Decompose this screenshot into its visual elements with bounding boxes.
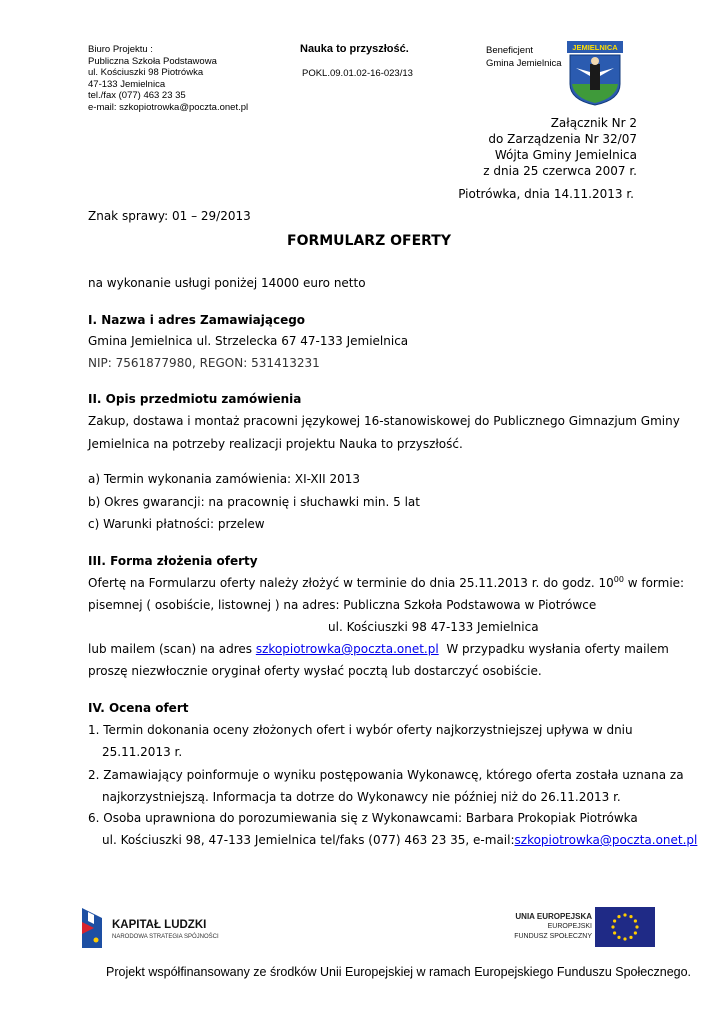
eu-star xyxy=(634,931,637,934)
eu-star xyxy=(617,936,620,939)
section2-line2: Jemielnica na potrzeby realizacji projektu Nauka to przyszłość. xyxy=(88,437,463,451)
section3-line1-end: w formie: xyxy=(623,576,685,590)
section2-heading: II. Opis przedmiotu zamówienia xyxy=(88,392,302,406)
eu-star xyxy=(617,915,620,918)
annex-block xyxy=(483,115,637,179)
kapital-ludzki-logo-icon xyxy=(80,904,104,950)
annex-date: z dnia 25 czerwca 2007 r. xyxy=(483,164,637,178)
section2-item-a: a) Termin wykonania zamówienia: XI-XII 2013 xyxy=(88,472,361,486)
section4-p3-line2-text: ul. Kościuszki 98, 47-133 Jemielnica tel/faks (077) 463 23 35, e-mail: xyxy=(102,833,515,847)
section2-item-c: c) Warunki płatności: przelew xyxy=(88,517,265,531)
eu-star xyxy=(629,936,632,939)
kl-subtitle: NARODOWA STRATEGIA SPÓJNOŚCI xyxy=(112,934,219,940)
section4-p1-line2: 25.11.2013 r. xyxy=(102,745,183,759)
section1-heading: I. Nazwa i adres Zamawiającego xyxy=(88,313,306,327)
beneficiary-name: Gmina Jemielnica xyxy=(486,58,562,69)
office-phone: tel./fax (077) 463 23 35 xyxy=(88,90,186,102)
kl-title: KAPITAŁ LUDZKI xyxy=(112,919,207,931)
section3-line4 xyxy=(88,642,669,656)
annex-issuer: Wójta Gminy Jemielnica xyxy=(494,148,637,162)
form-title: FORMULARZ OFERTY xyxy=(287,233,451,249)
section4-p1-line1: 1. Termin dokonania oceny złożonych ofert i wybór oferty najkorzystniejszej upływa w dniu xyxy=(88,723,633,737)
eu-star xyxy=(634,919,637,922)
eu-text-block xyxy=(514,911,592,942)
section4-p3-line1: 6. Osoba uprawniona do porozumiewania się z Wykonawcami: Barbara Prokopiak Piotrówka xyxy=(88,811,638,825)
school-email-link[interactable]: szkopiotrowka@poczta.onet.pl xyxy=(255,642,439,656)
section1-ids: NIP: 7561877980, REGON: 531413231 xyxy=(88,356,320,370)
section4-heading: IV. Ocena ofert xyxy=(88,701,189,715)
section3-line1-text: Ofertę na Formularzu oferty należy złożyć w terminie do dnia 25.11.2013 r. do godz. 10 xyxy=(88,576,614,590)
form-intro: na wykonanie usługi poniżej 14000 euro netto xyxy=(88,276,366,290)
office-street: ul. Kościuszki 98 Piotrówka xyxy=(88,67,204,79)
section2-item-b: b) Okres gwarancji: na pracownię i słuchawki min. 5 lat xyxy=(88,495,420,509)
beneficiary-label: Beneficjent xyxy=(486,45,534,56)
place-date: Piotrówka, dnia 14.11.2013 r. xyxy=(458,187,634,201)
eu-title: UNIA EUROPEJSKA xyxy=(515,912,592,921)
section4-p3-line2 xyxy=(102,833,697,847)
jemielnica-crest-logo xyxy=(566,40,624,106)
office-email: e-mail: szkopiotrowka@poczta.onet.pl xyxy=(88,101,249,113)
section3-time-superscript: 00 xyxy=(613,575,624,584)
crest-text: JEMIELNICA xyxy=(572,43,618,52)
section3-line5: proszę niezwłocznie oryginał oferty wysłać pocztą lub dostarczyć osobiście. xyxy=(88,664,542,678)
eu-star xyxy=(613,931,616,934)
footer-note: Projekt współfinansowany ze środków Unii Europejskiej w ramach Europejskiego Funduszu Społecznego. xyxy=(106,965,692,979)
eu-line3: FUNDUSZ SPOŁECZNY xyxy=(514,933,592,940)
section3-line4-end: W przypadku wysłania oferty mailem xyxy=(438,642,669,656)
section2-line1: Zakup, dostawa i montaż pracowni językowej 16-stanowiskowej do Publicznego Gimnazjum Gminy xyxy=(88,414,680,428)
contact-email-link[interactable]: szkopiotrowka@poczta.onet.pl xyxy=(514,833,698,847)
eu-star xyxy=(611,925,614,928)
crest-figure-head xyxy=(591,57,599,65)
eu-flag-field xyxy=(595,907,655,947)
section3-line1 xyxy=(88,575,684,590)
office-school: Publiczna Szkoła Podstawowa xyxy=(88,55,217,67)
office-city: 47-133 Jemielnica xyxy=(88,78,166,90)
project-office-block xyxy=(88,44,248,114)
kl-logo-star xyxy=(94,938,99,943)
eu-star xyxy=(623,937,626,940)
office-label: Biuro Projektu : xyxy=(88,44,153,55)
case-number: Znak sprawy: 01 – 29/2013 xyxy=(88,209,251,223)
eu-star xyxy=(629,915,632,918)
project-title: Nauka to przyszłość. xyxy=(300,43,409,55)
crest-figure xyxy=(590,64,600,90)
annex-order: do Zarządzenia Nr 32/07 xyxy=(488,132,637,146)
section4-p2-line1: 2. Zamawiający poinformuje o wyniku postępowania Wykonawcę, którego oferta została uznana za xyxy=(88,768,684,782)
section3-heading: III. Forma złożenia oferty xyxy=(88,554,258,568)
eu-line2: EUROPEJSKI xyxy=(547,923,592,930)
project-code: POKL.09.01.02-16-023/13 xyxy=(302,68,413,79)
section4-p2-line2: najkorzystniejszą. Informacja ta dotrze do Wykonawcy nie później niż do 26.11.2013 r. xyxy=(102,790,621,804)
eu-star xyxy=(623,913,626,916)
section3-line2: pisemnej ( osobiście, listownej ) na adres: Publiczna Szkoła Podstawowa w Piotrówce xyxy=(88,598,597,612)
section3-line4-text: lub mailem (scan) na adres xyxy=(88,642,256,656)
annex-number: Załącznik Nr 2 xyxy=(550,116,637,130)
section3-line3: ul. Kościuszki 98 47-133 Jemielnica xyxy=(328,620,539,634)
eu-star xyxy=(635,925,638,928)
eu-star xyxy=(613,919,616,922)
section1-address: Gmina Jemielnica ul. Strzelecka 67 47-133 Jemielnica xyxy=(88,334,409,348)
eu-flag-icon xyxy=(595,907,655,947)
